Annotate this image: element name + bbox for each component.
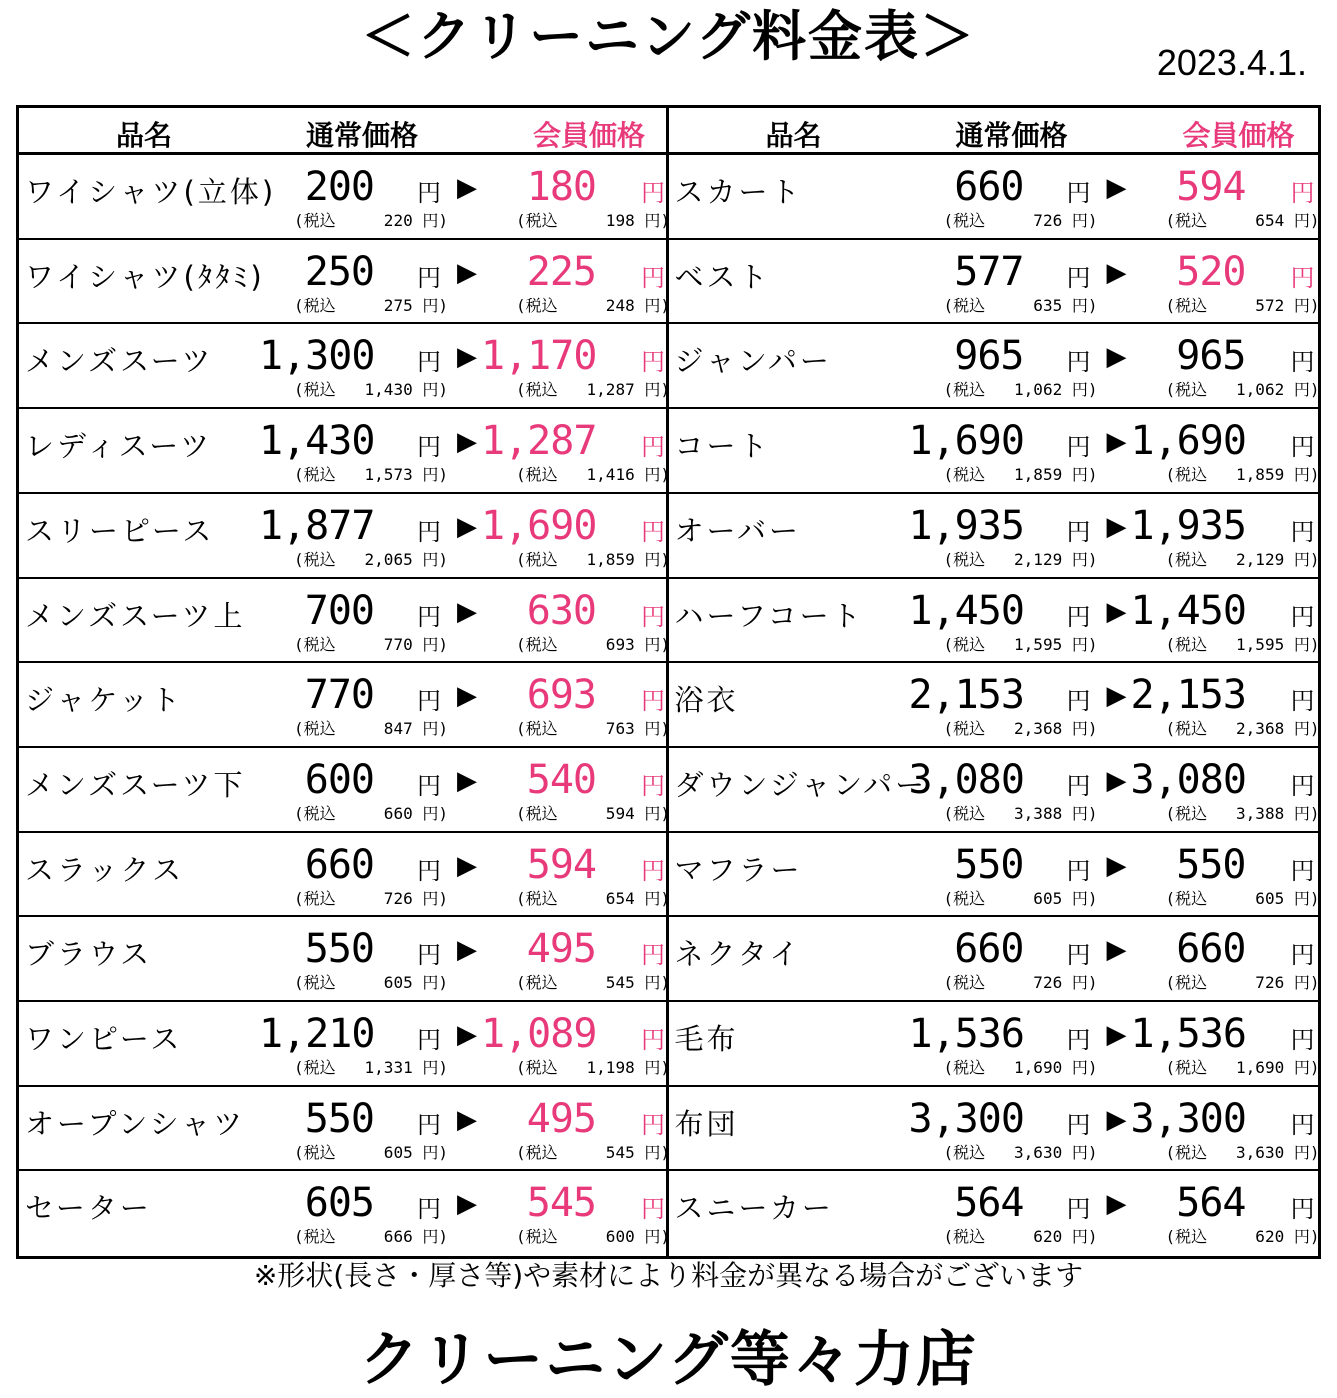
page-title: ＜クリーニング料金表＞ <box>361 5 976 68</box>
arrow-right-icon: ▶ <box>457 1104 477 1135</box>
item-name: 布団 <box>674 1106 739 1141</box>
member-tax-included: (税込 198 円) <box>516 211 670 231</box>
regular-tax-included: (税込 1,331 円) <box>294 1057 448 1077</box>
effective-date: 2023.4.1. <box>1156 42 1307 83</box>
regular-tax-included: (税込 275 円) <box>294 295 448 315</box>
regular-price: 965 <box>954 333 1024 380</box>
regular-yen-unit: 円 <box>1066 348 1091 377</box>
table-row <box>19 155 670 240</box>
regular-yen-unit: 円 <box>1066 771 1091 800</box>
item-name: ワイシャツ(立体) <box>25 175 277 210</box>
regular-price: 200 <box>304 164 374 211</box>
arrow-right-icon: ▶ <box>457 596 477 627</box>
member-tax-included: (税込 600 円) <box>516 1227 670 1247</box>
member-tax-included: (税込 605 円) <box>1165 888 1320 908</box>
shop-name: クリーニング等々力店 <box>359 1325 978 1395</box>
member-tax-included: (税込 654 円) <box>1165 211 1320 231</box>
price-note: ※形状(長さ・厚さ等)や素材により料金が異なる場合がございます <box>253 1259 1084 1292</box>
item-name: ワンピース <box>25 1021 183 1056</box>
member-price: 3,300 <box>1130 1095 1246 1142</box>
regular-price: 770 <box>304 672 374 719</box>
member-tax-included: (税込 1,859 円) <box>516 549 670 569</box>
member-yen-unit: 円 <box>641 687 665 716</box>
member-price: 550 <box>1176 841 1246 888</box>
regular-price: 1,300 <box>259 333 375 380</box>
member-yen-unit: 円 <box>1290 1025 1315 1054</box>
regular-tax-included: (税込 1,690 円) <box>943 1057 1098 1077</box>
member-yen-unit: 円 <box>1290 263 1315 292</box>
member-price: 520 <box>1176 248 1246 295</box>
member-yen-unit: 円 <box>1290 602 1315 631</box>
regular-yen-unit: 円 <box>1066 263 1091 292</box>
table-row <box>669 917 1319 1002</box>
item-name: ブラウス <box>25 937 153 972</box>
rows-left <box>19 155 670 1256</box>
member-tax-included: (税込 2,129 円) <box>1165 549 1320 569</box>
regular-price: 550 <box>954 841 1024 888</box>
item-name: ワイシャツ(ﾀﾀﾐ) <box>25 259 265 294</box>
member-yen-unit: 円 <box>641 1025 665 1054</box>
regular-tax-included: (税込 2,065 円) <box>294 549 448 569</box>
table-row <box>19 240 670 325</box>
member-tax-included: (税込 1,690 円) <box>1165 1057 1320 1077</box>
member-price: 3,080 <box>1130 756 1246 803</box>
table-row <box>19 1002 670 1087</box>
regular-yen-unit: 円 <box>1066 687 1091 716</box>
arrow-right-icon: ▶ <box>1106 681 1127 712</box>
rows-right <box>669 155 1319 1256</box>
item-name: メンズスーツ上 <box>25 598 246 633</box>
price-table-right <box>669 108 1319 1256</box>
member-price: 1,450 <box>1130 587 1246 634</box>
regular-tax-included: (税込 1,430 円) <box>294 380 448 400</box>
arrow-right-icon: ▶ <box>457 173 477 204</box>
member-yen-unit: 円 <box>641 602 665 631</box>
member-price: 540 <box>526 756 596 803</box>
member-price: 1,170 <box>481 333 597 380</box>
table-row <box>19 579 670 664</box>
member-price: 225 <box>526 248 596 295</box>
header-name: 品名 <box>115 119 172 152</box>
item-name: スリーピース <box>25 513 215 548</box>
regular-yen-unit: 円 <box>1066 179 1091 208</box>
regular-price: 700 <box>304 587 374 634</box>
arrow-right-icon: ▶ <box>457 342 477 373</box>
member-price: 1,690 <box>481 502 597 549</box>
table-row <box>19 409 670 494</box>
regular-price: 605 <box>304 1180 374 1227</box>
regular-price: 1,536 <box>908 1010 1024 1057</box>
regular-yen-unit: 円 <box>417 1025 441 1054</box>
member-yen-unit: 円 <box>1290 179 1315 208</box>
header-name: 品名 <box>765 119 822 152</box>
regular-yen-unit: 円 <box>417 263 441 292</box>
member-tax-included: (税込 545 円) <box>516 973 670 993</box>
table-row <box>19 1087 670 1172</box>
arrow-right-icon: ▶ <box>457 1189 477 1220</box>
table-header-left <box>19 108 666 155</box>
regular-tax-included: (税込 620 円) <box>943 1227 1098 1247</box>
arrow-right-icon: ▶ <box>457 511 477 542</box>
regular-yen-unit: 円 <box>417 1110 441 1139</box>
regular-tax-included: (税込 726 円) <box>294 888 448 908</box>
member-tax-included: (税込 1,062 円) <box>1165 380 1320 400</box>
table-row <box>669 1171 1319 1256</box>
arrow-right-icon: ▶ <box>457 935 477 966</box>
arrow-right-icon: ▶ <box>1106 1104 1127 1135</box>
member-yen-unit: 円 <box>1290 517 1315 546</box>
item-name: メンズスーツ下 <box>25 767 246 802</box>
regular-tax-included: (税込 1,859 円) <box>943 465 1098 485</box>
arrow-right-icon: ▶ <box>457 850 477 881</box>
arrow-right-icon: ▶ <box>1106 511 1127 542</box>
item-name: ジャンパー <box>674 344 832 379</box>
table-row <box>19 324 670 409</box>
member-tax-included: (税込 545 円) <box>516 1142 670 1162</box>
regular-tax-included: (税込 605 円) <box>294 1142 448 1162</box>
regular-price: 1,690 <box>908 418 1024 465</box>
arrow-right-icon: ▶ <box>1106 342 1127 373</box>
regular-price: 3,080 <box>908 756 1024 803</box>
regular-yen-unit: 円 <box>417 1195 441 1224</box>
arrow-right-icon: ▶ <box>457 765 477 796</box>
item-name: ダウンジャンパー <box>674 767 928 802</box>
member-yen-unit: 円 <box>1290 348 1315 377</box>
regular-yen-unit: 円 <box>417 941 441 970</box>
regular-price: 3,300 <box>908 1095 1024 1142</box>
regular-yen-unit: 円 <box>1066 1195 1091 1224</box>
regular-yen-unit: 円 <box>417 687 441 716</box>
arrow-right-icon: ▶ <box>1106 850 1127 881</box>
regular-tax-included: (税込 605 円) <box>294 973 448 993</box>
table-row <box>19 1171 670 1256</box>
table-row <box>669 1087 1319 1172</box>
table-row <box>669 663 1319 748</box>
table-row <box>19 494 670 579</box>
regular-tax-included: (税込 770 円) <box>294 634 448 654</box>
item-name: セーター <box>25 1191 152 1226</box>
regular-price: 1,430 <box>259 418 375 465</box>
arrow-right-icon: ▶ <box>457 1019 477 1050</box>
item-name: マフラー <box>674 852 803 887</box>
regular-price: 250 <box>304 248 374 295</box>
table-row <box>669 748 1319 833</box>
member-yen-unit: 円 <box>1290 1195 1315 1224</box>
member-yen-unit: 円 <box>641 856 665 885</box>
regular-price: 1,877 <box>259 502 375 549</box>
header-member-price: 会員価格 <box>1182 119 1295 152</box>
member-tax-included: (税込 1,859 円) <box>1165 465 1320 485</box>
member-yen-unit: 円 <box>641 1195 665 1224</box>
regular-tax-included: (税込 1,595 円) <box>943 634 1098 654</box>
regular-price: 1,210 <box>259 1010 375 1057</box>
member-yen-unit: 円 <box>641 517 665 546</box>
header-regular-price: 通常価格 <box>305 119 418 152</box>
regular-yen-unit: 円 <box>417 602 441 631</box>
member-tax-included: (税込 763 円) <box>516 719 670 739</box>
member-price: 495 <box>526 1095 596 1142</box>
regular-yen-unit: 円 <box>1066 1110 1091 1139</box>
item-name: メンズスーツ <box>25 344 214 379</box>
arrow-right-icon: ▶ <box>457 427 477 458</box>
arrow-right-icon: ▶ <box>457 681 477 712</box>
item-name: コート <box>674 429 771 464</box>
regular-price: 1,935 <box>908 502 1024 549</box>
regular-tax-included: (税込 660 円) <box>294 803 448 823</box>
item-name: オーバー <box>674 513 802 548</box>
arrow-right-icon: ▶ <box>1106 173 1127 204</box>
member-tax-included: (税込 1,287 円) <box>516 380 670 400</box>
regular-tax-included: (税込 2,129 円) <box>943 549 1098 569</box>
arrow-right-icon: ▶ <box>1106 1019 1127 1050</box>
regular-price: 564 <box>954 1180 1024 1227</box>
regular-price: 660 <box>304 841 374 888</box>
item-name: ジャケット <box>25 683 183 718</box>
regular-yen-unit: 円 <box>417 348 441 377</box>
member-price: 965 <box>1176 333 1246 380</box>
member-price: 594 <box>526 841 596 888</box>
regular-tax-included: (税込 635 円) <box>943 295 1098 315</box>
member-tax-included: (税込 1,416 円) <box>516 465 670 485</box>
item-name: オープンシャツ <box>25 1106 246 1141</box>
member-price: 545 <box>526 1180 596 1227</box>
member-yen-unit: 円 <box>1290 687 1315 716</box>
item-name: 浴衣 <box>674 683 739 718</box>
regular-yen-unit: 円 <box>417 517 441 546</box>
member-yen-unit: 円 <box>641 179 665 208</box>
regular-yen-unit: 円 <box>1066 602 1091 631</box>
member-price: 495 <box>526 926 596 973</box>
table-row <box>669 579 1319 664</box>
member-price: 693 <box>526 672 596 719</box>
member-yen-unit: 円 <box>641 348 665 377</box>
regular-yen-unit: 円 <box>1066 1025 1091 1054</box>
member-yen-unit: 円 <box>641 941 665 970</box>
table-row <box>669 409 1319 494</box>
item-name: レディスーツ <box>25 429 213 464</box>
member-yen-unit: 円 <box>1290 771 1315 800</box>
regular-price: 2,153 <box>908 672 1024 719</box>
arrow-right-icon: ▶ <box>457 257 477 288</box>
item-name: ハーフコート <box>674 598 864 633</box>
regular-tax-included: (税込 3,630 円) <box>943 1142 1098 1162</box>
table-row <box>669 240 1319 325</box>
member-tax-included: (税込 2,368 円) <box>1165 719 1320 739</box>
price-table-left <box>19 108 669 1256</box>
arrow-right-icon: ▶ <box>1106 765 1127 796</box>
table-row <box>669 155 1319 240</box>
arrow-right-icon: ▶ <box>1106 935 1127 966</box>
member-price: 1,287 <box>481 418 597 465</box>
item-name: 毛布 <box>674 1021 739 1056</box>
table-header-right <box>669 108 1319 155</box>
regular-price: 660 <box>954 164 1024 211</box>
regular-price: 660 <box>954 926 1024 973</box>
table-row <box>669 1002 1319 1087</box>
item-name: ベスト <box>674 259 771 294</box>
member-yen-unit: 円 <box>1290 1110 1315 1139</box>
regular-yen-unit: 円 <box>1066 433 1091 462</box>
arrow-right-icon: ▶ <box>1106 596 1127 627</box>
header-regular-price: 通常価格 <box>955 119 1068 152</box>
regular-tax-included: (税込 726 円) <box>943 973 1098 993</box>
member-price: 1,089 <box>481 1010 597 1057</box>
price-table <box>16 105 1321 1259</box>
item-name: スラックス <box>25 852 185 887</box>
regular-price: 550 <box>304 926 374 973</box>
regular-yen-unit: 円 <box>417 856 441 885</box>
regular-price: 577 <box>954 248 1024 295</box>
table-row <box>19 917 670 1002</box>
member-yen-unit: 円 <box>641 771 665 800</box>
table-row <box>669 494 1319 579</box>
table-row <box>19 748 670 833</box>
member-yen-unit: 円 <box>1290 433 1315 462</box>
arrow-right-icon: ▶ <box>1106 427 1127 458</box>
regular-yen-unit: 円 <box>1066 517 1091 546</box>
member-price: 2,153 <box>1130 672 1246 719</box>
regular-yen-unit: 円 <box>1066 941 1091 970</box>
arrow-right-icon: ▶ <box>1106 257 1127 288</box>
regular-tax-included: (税込 726 円) <box>943 211 1098 231</box>
member-yen-unit: 円 <box>641 263 665 292</box>
item-name: スニーカー <box>674 1191 834 1226</box>
member-yen-unit: 円 <box>641 433 665 462</box>
regular-tax-included: (税込 847 円) <box>294 719 448 739</box>
member-price: 564 <box>1176 1180 1246 1227</box>
table-row <box>19 833 670 918</box>
member-tax-included: (税込 726 円) <box>1165 973 1320 993</box>
regular-price: 550 <box>304 1095 374 1142</box>
member-price: 630 <box>526 587 596 634</box>
regular-tax-included: (税込 3,388 円) <box>943 803 1098 823</box>
member-tax-included: (税込 1,198 円) <box>516 1057 670 1077</box>
header-member-price: 会員価格 <box>532 119 645 152</box>
member-tax-included: (税込 654 円) <box>516 888 670 908</box>
member-yen-unit: 円 <box>641 1110 665 1139</box>
member-yen-unit: 円 <box>1290 941 1315 970</box>
regular-price: 600 <box>304 756 374 803</box>
regular-tax-included: (税込 1,062 円) <box>943 380 1098 400</box>
member-price: 1,690 <box>1130 418 1246 465</box>
item-name: スカート <box>674 175 803 210</box>
member-price: 1,935 <box>1130 502 1246 549</box>
member-tax-included: (税込 248 円) <box>516 295 670 315</box>
item-name: ネクタイ <box>674 937 802 972</box>
member-tax-included: (税込 693 円) <box>516 634 670 654</box>
regular-tax-included: (税込 1,573 円) <box>294 465 448 485</box>
table-row <box>669 324 1319 409</box>
member-tax-included: (税込 572 円) <box>1165 295 1320 315</box>
regular-yen-unit: 円 <box>417 771 441 800</box>
regular-yen-unit: 円 <box>1066 856 1091 885</box>
member-yen-unit: 円 <box>1290 856 1315 885</box>
regular-yen-unit: 円 <box>417 179 441 208</box>
regular-tax-included: (税込 605 円) <box>943 888 1098 908</box>
member-tax-included: (税込 3,630 円) <box>1165 1142 1320 1162</box>
member-price: 594 <box>1176 164 1246 211</box>
regular-tax-included: (税込 2,368 円) <box>943 719 1098 739</box>
regular-price: 1,450 <box>908 587 1024 634</box>
table-row <box>19 663 670 748</box>
arrow-right-icon: ▶ <box>1106 1189 1127 1220</box>
member-tax-included: (税込 620 円) <box>1165 1227 1320 1247</box>
table-row <box>669 833 1319 918</box>
member-price: 660 <box>1176 926 1246 973</box>
regular-tax-included: (税込 666 円) <box>294 1227 448 1247</box>
member-tax-included: (税込 1,595 円) <box>1165 634 1320 654</box>
regular-tax-included: (税込 220 円) <box>294 211 448 231</box>
member-tax-included: (税込 3,388 円) <box>1165 803 1320 823</box>
member-price: 1,536 <box>1130 1010 1246 1057</box>
regular-yen-unit: 円 <box>417 433 441 462</box>
member-tax-included: (税込 594 円) <box>516 803 670 823</box>
member-price: 180 <box>526 164 596 211</box>
